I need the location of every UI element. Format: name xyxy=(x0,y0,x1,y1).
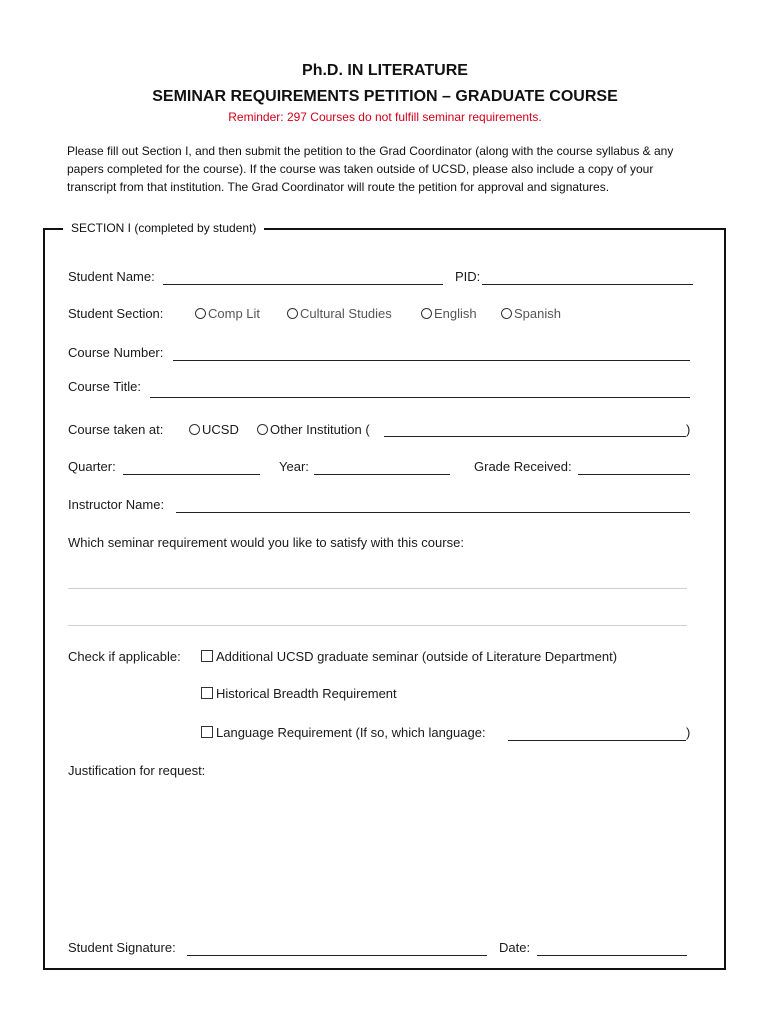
checkbox-icon xyxy=(201,687,213,699)
student-name-label: Student Name: xyxy=(68,269,155,284)
radio-label: Other Institution ( xyxy=(270,422,370,437)
quarter-label: Quarter: xyxy=(68,459,116,474)
radio-label: UCSD xyxy=(202,422,239,437)
justification-label: Justification for request: xyxy=(68,763,206,778)
course-title-field[interactable] xyxy=(150,397,690,398)
grade-field[interactable] xyxy=(578,474,690,475)
checkbox-label: Additional UCSD graduate seminar (outside of Literature Department) xyxy=(216,649,618,664)
course-title-label: Course Title: xyxy=(68,379,141,394)
form-subtitle: SEMINAR REQUIREMENTS PETITION – GRADUATE COURSE xyxy=(152,88,618,105)
checkbox-icon xyxy=(201,650,213,662)
year-field[interactable] xyxy=(314,474,450,475)
section-legend: SECTION I (completed by student) xyxy=(63,221,264,235)
course-number-field[interactable] xyxy=(173,360,690,361)
radio-label: Comp Lit xyxy=(208,306,261,321)
radio-circle-icon xyxy=(257,424,268,435)
form-title: Ph.D. IN LITERATURE xyxy=(302,62,468,79)
checkbox-icon xyxy=(201,726,213,738)
radio-label: Cultural Studies xyxy=(300,306,392,321)
close-paren: ) xyxy=(686,422,691,437)
other-institution-field[interactable] xyxy=(384,436,686,437)
signature-field[interactable] xyxy=(187,955,487,956)
grade-label: Grade Received: xyxy=(474,459,572,474)
instructions xyxy=(67,142,727,196)
check-applicable-label: Check if applicable: xyxy=(68,649,181,664)
radio-circle-icon xyxy=(501,308,512,319)
language-field[interactable] xyxy=(508,740,686,741)
instructions-line: transcript from that institution. The Grad Coordinator will route the petition for approval and signatures. xyxy=(67,180,610,194)
instructions-line: Please fill out Section I, and then submit the petition to the Grad Coordinator (along with the course syllabus & any xyxy=(67,144,674,158)
date-label: Date: xyxy=(499,940,531,955)
reminder-note: Reminder: 297 Courses do not fulfill seminar requirements. xyxy=(228,110,542,124)
radio-spanish[interactable] xyxy=(501,306,561,321)
radio-circle-icon xyxy=(287,308,298,319)
checkbox-label: Language Requirement (If so, which language: xyxy=(216,725,486,740)
course-number-label: Course Number: xyxy=(68,345,164,360)
radio-circle-icon xyxy=(189,424,200,435)
radio-cultural-studies[interactable] xyxy=(287,306,392,321)
justification-area[interactable] xyxy=(68,785,688,925)
radio-circle-icon xyxy=(421,308,432,319)
checkbox-additional-seminar[interactable] xyxy=(201,649,617,664)
radio-label: Spanish xyxy=(514,306,561,321)
radio-ucsd[interactable] xyxy=(189,422,239,437)
signature-label: Student Signature: xyxy=(68,940,176,955)
year-label: Year: xyxy=(279,459,309,474)
instructor-label: Instructor Name: xyxy=(68,497,165,512)
checkbox-language-requirement[interactable] xyxy=(201,725,486,740)
checkbox-label: Historical Breadth Requirement xyxy=(216,686,397,701)
student-section-label: Student Section: xyxy=(68,306,164,321)
radio-label: English xyxy=(434,306,477,321)
radio-comp-lit[interactable] xyxy=(195,306,260,321)
date-field[interactable] xyxy=(537,955,687,956)
checkbox-historical-breadth[interactable] xyxy=(201,686,397,701)
radio-english[interactable] xyxy=(421,306,477,321)
instructor-field[interactable] xyxy=(176,512,690,513)
requirement-answer-line[interactable] xyxy=(68,625,687,626)
pid-label: PID: xyxy=(455,269,481,284)
quarter-field[interactable] xyxy=(123,474,260,475)
pid-field[interactable] xyxy=(482,284,693,285)
course-taken-label: Course taken at: xyxy=(68,422,164,437)
requirement-answer-line[interactable] xyxy=(68,588,687,589)
radio-circle-icon xyxy=(195,308,206,319)
instructions-line: papers completed for the course). If the course was taken outside of UCSD, please also include a copy of your xyxy=(67,162,654,176)
student-name-field[interactable] xyxy=(163,284,443,285)
close-paren: ) xyxy=(686,725,691,740)
radio-other-institution[interactable] xyxy=(257,422,370,437)
requirement-question: Which seminar requirement would you like to satisfy with this course: xyxy=(68,535,464,550)
